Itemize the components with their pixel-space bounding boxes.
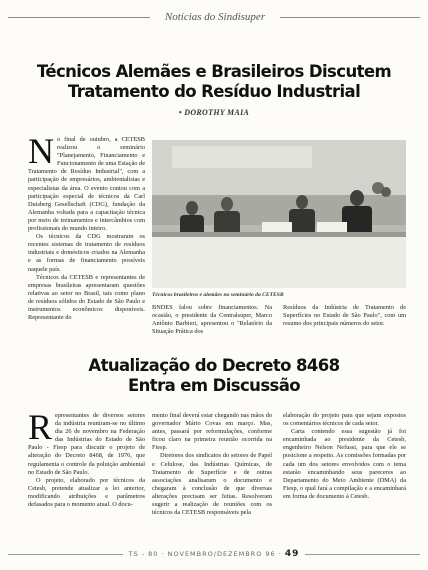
section-header-text: Notícias do Sindisuper [164, 11, 266, 23]
article2-paragraph: Carta contendo essa sugestão já foi encaminhada ao presidente da Cetesb, engenheiro Nelson Nefussi, para que ele se posicione a respeito. As comissões formadas por cada um dos setores envolvidos com o tema estarão encaminhando seus pareceres ao Departamento do Meio Ambiente (DMA) da Fiesp, o qual fará a compilação e a encaminhará em forma de documento à Cetesb. [283, 428, 406, 500]
article2-paragraph: O projeto, elaborado por técnicos da Cetesb, pretende atualizar a lei anterior, modificando atribuições e parâmetros defasados para o momento atual. O docu- [28, 476, 145, 509]
article1-title-line2: Tratamento do Resíduo Industrial [67, 82, 361, 101]
section-header [150, 8, 280, 26]
article1-title [15, 62, 413, 102]
article1-paragraph: o final de outubro, a CETESB realizou o seminário "Planejamento, Financiamento e Funcionamento de uma Estação de Tratamento de Resíduo Industrial", com a participação de empresários, ambientalistas e especialistas da área. O evento contou com a participação especial de técnicos da Carl Duisberg Gesellschaft (CDG), fundação da Alemanha voltada para a capacitação técnica por meio de treinamentos e intercâmbios com profissionais do mundo inteiro. [28, 136, 145, 233]
article2-paragraph: Diretores dos sindicatos do setores de Papel e Celulose, das Indústrias Químicas, de Tratamento de Superfície e de outras associações analisaram o documento e chegaram à conclusão de que diversas alterações precisam ser feitas. Resolveram sugerir a realização de reuniões com os técnicos da CETESB responsáveis pela [152, 452, 272, 517]
seminar-photo [152, 140, 406, 288]
photo-caption: Técnicos brasileiros e alemães no seminário da CETESB [152, 292, 284, 298]
article1-column-3 [283, 304, 406, 328]
footer-issue: TS - 80 · NOVEMBRO/DEZEMBRO 96 · [128, 550, 282, 558]
article2-title-line2: Entra em Discussão [127, 376, 301, 395]
article2-column-1 [28, 407, 145, 509]
page-footer [0, 549, 428, 559]
article2-title-line1: Atualização do Decreto 8468 [88, 356, 340, 375]
article1-paragraph: BNDES falou sobre financiamentos. Na ocasião, o presidente da Centralsuper, Marco Antônio Barbieri, apresentou o "Relatório da Situação Prática dos [152, 304, 272, 336]
article1-paragraph: Os técnicos da CDG mostraram os recentes sistemas de tratamento de resíduos industriais e domésticos criados na Alemanha e as formas de financiamento possíveis naquele país. [28, 233, 145, 273]
article2-paragraph: epresentantes de diversos setores da indústria reuniram-se no último dia 26 de novembro na Federação das Indústrias do Estado de São Paulo - Fiesp para discutir o projeto de alteração do Decreto 8468, de 1976, que regulamenta o controle da poluição ambiental no Estado de São Paulo. [28, 412, 145, 476]
article1-paragraph: Técnicos da CETESB e representantes de empresas brasileiras apresentaram questões relativas ao setor no Brasil, tais como plano de resíduos sólidos do Estado de São Paulo e instrumentos econômicos disponíveis. Representante do [28, 273, 145, 322]
article2-paragraph: elaboração do projeto para que sejam expostos os comentários técnicos de cada setor. [283, 412, 406, 428]
article2-dropcap: R [28, 407, 53, 447]
article2-column-3 [283, 412, 406, 501]
article2-paragraph: mento final deverá estar chegando nas mãos do governador Mário Covas em março. Mas, antes, passará por reformulações, conforme ficou claro na primeira reunião ocorrida na Fiesp. [152, 412, 272, 452]
article1-paragraph: Resíduos da Indústria de Tratamento de Superfícies no Estado de São Paulo", com um resumo dos principais números do setor. [283, 304, 406, 328]
article1-author: • DOROTHY MAIA [178, 108, 250, 117]
page-number: 49 [284, 549, 300, 559]
article1-column-1 [28, 131, 145, 322]
article1-column-2 [152, 304, 272, 336]
article1-dropcap: N [28, 131, 54, 171]
article2-title [15, 356, 413, 396]
article2-column-2 [152, 412, 272, 517]
article1-title-line1: Técnicos Alemães e Brasileiros Discutem [36, 62, 392, 81]
